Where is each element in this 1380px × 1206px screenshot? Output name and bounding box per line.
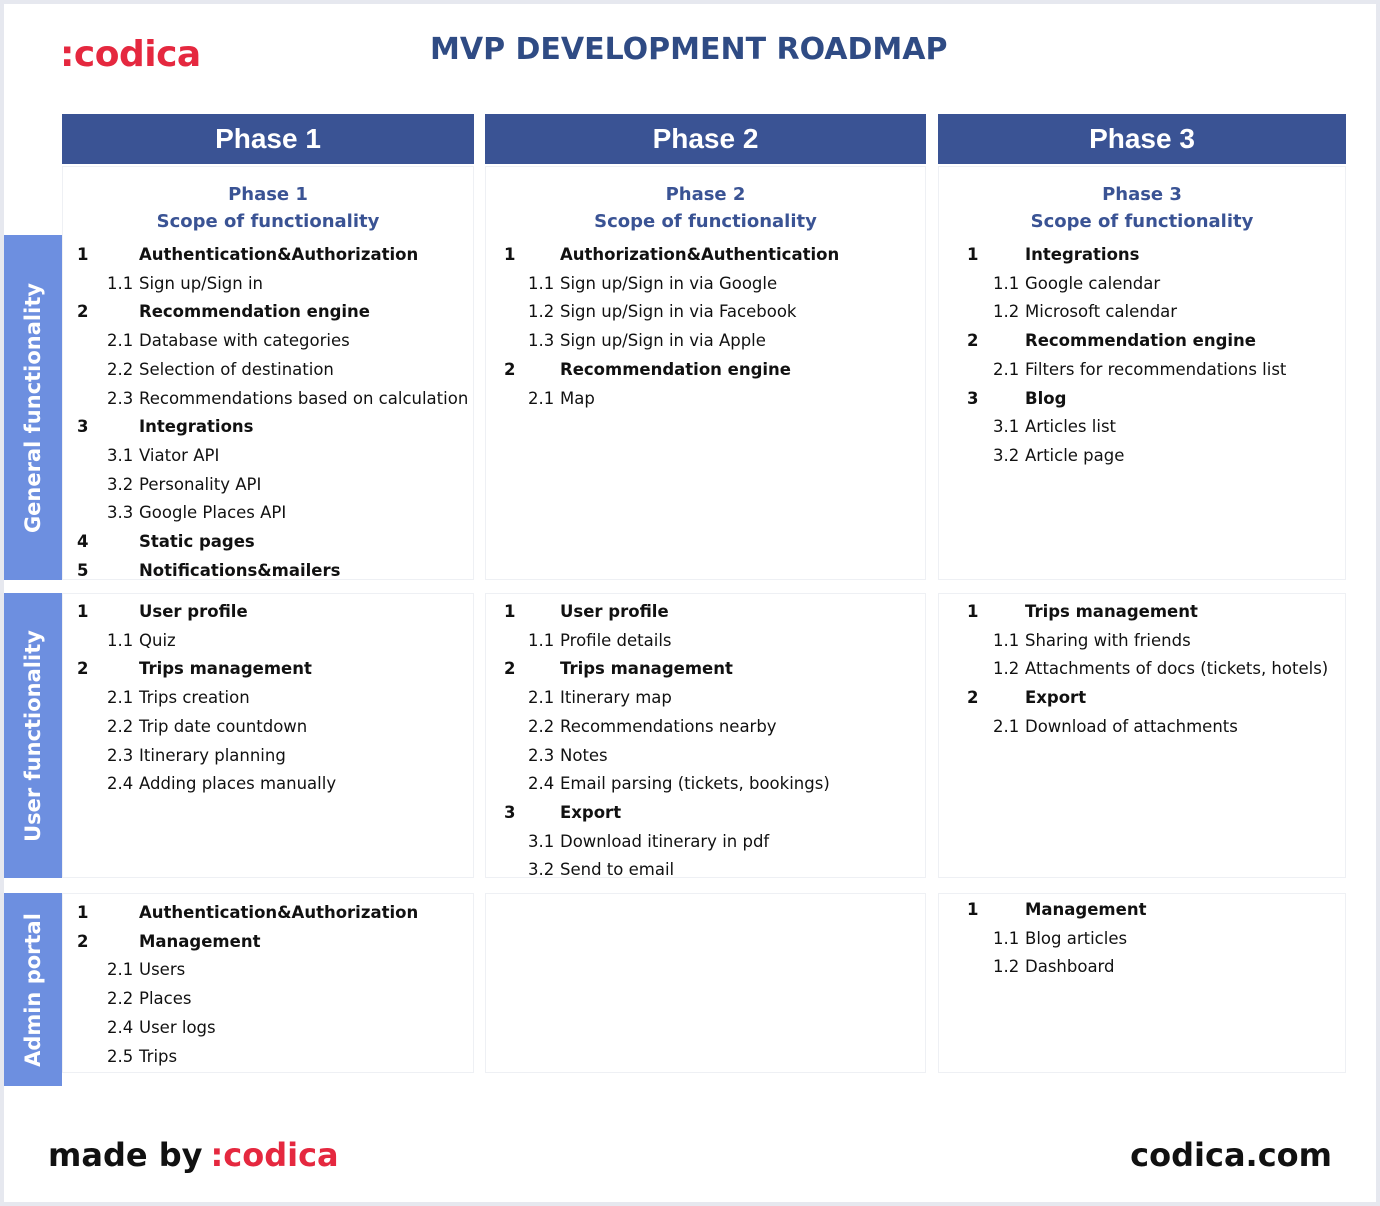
cell-general-phase-1 bbox=[62, 166, 474, 580]
item-label: Recommendation engine bbox=[1025, 331, 1256, 351]
item-number: 2.1 bbox=[107, 331, 134, 351]
scope-phase: Phase 2 bbox=[665, 184, 746, 205]
item-label: Viator API bbox=[139, 445, 220, 465]
item-number: 3 bbox=[504, 802, 516, 822]
item-number: 1.1 bbox=[993, 928, 1020, 948]
item-number: 1 bbox=[504, 245, 516, 264]
item-label: Email parsing (tickets, bookings) bbox=[560, 774, 830, 794]
item-label: Places bbox=[139, 989, 192, 1009]
item-label: Quiz bbox=[139, 630, 176, 650]
item-number: 2 bbox=[504, 659, 516, 679]
item-number: 2.2 bbox=[107, 989, 134, 1009]
item-label: Recommendations based on calculation bbox=[139, 388, 469, 408]
item-number: 3 bbox=[967, 388, 979, 408]
cell-user-phase-3 bbox=[938, 593, 1346, 878]
scope-heading bbox=[486, 181, 925, 235]
scope-subtitle: Scope of functionality bbox=[594, 211, 817, 232]
item-number: 3.1 bbox=[528, 831, 555, 851]
made-by-text: made by bbox=[48, 1136, 203, 1174]
item-label: User profile bbox=[560, 602, 669, 621]
item-number: 1.1 bbox=[993, 630, 1020, 650]
item-number: 1 bbox=[77, 245, 89, 264]
item-number: 2.5 bbox=[107, 1046, 134, 1066]
item-label: Filters for recommendations list bbox=[1025, 359, 1287, 379]
item-number: 2 bbox=[967, 331, 979, 351]
item-number: 1 bbox=[77, 903, 89, 922]
item-label: Users bbox=[139, 960, 186, 980]
scope-subtitle: Scope of functionality bbox=[156, 211, 380, 232]
item-label: Profile details bbox=[560, 630, 672, 650]
scope-heading bbox=[63, 181, 473, 235]
item-label: Blog bbox=[1025, 388, 1067, 408]
codica-logo: :codica bbox=[60, 34, 201, 75]
item-number: 2 bbox=[77, 659, 89, 679]
cell-general-phase-2 bbox=[485, 166, 926, 580]
item-number: 1.3 bbox=[528, 331, 555, 351]
item-number: 3.1 bbox=[993, 417, 1020, 437]
scope-subtitle: Scope of functionality bbox=[1030, 211, 1254, 232]
item-label: Authentication&Authorization bbox=[139, 245, 419, 264]
item-label: Sign up/Sign in via Apple bbox=[560, 331, 766, 351]
item-number: 1.2 bbox=[993, 659, 1020, 679]
phase-2-header: Phase 2 bbox=[485, 114, 926, 164]
item-number: 3 bbox=[77, 417, 89, 437]
phase-3-header: Phase 3 bbox=[938, 114, 1346, 164]
item-label: Google calendar bbox=[1025, 273, 1161, 293]
item-number: 2.4 bbox=[107, 774, 134, 794]
item-number: 3.3 bbox=[107, 503, 134, 523]
item-number: 1.2 bbox=[993, 302, 1020, 322]
item-label: Send to email bbox=[560, 860, 675, 878]
section-label: Admin portal bbox=[21, 912, 46, 1067]
item-number: 1.2 bbox=[528, 302, 555, 322]
item-label: Articles list bbox=[1025, 417, 1117, 437]
item-number: 1.1 bbox=[107, 630, 134, 650]
item-label: Management bbox=[1025, 900, 1147, 919]
cell-general-phase-3 bbox=[938, 166, 1346, 580]
item-label: Dashboard bbox=[1025, 957, 1115, 977]
item-label: Export bbox=[560, 802, 622, 822]
item-label: Trips management bbox=[560, 659, 733, 679]
item-number: 5 bbox=[77, 560, 89, 580]
item-label: Blog articles bbox=[1025, 928, 1128, 948]
item-number: 4 bbox=[77, 532, 89, 551]
item-number: 1 bbox=[967, 602, 979, 621]
item-label: Article page bbox=[1025, 445, 1125, 465]
footer-url[interactable]: codica.com bbox=[1130, 1136, 1332, 1174]
item-label: Export bbox=[1025, 688, 1087, 708]
item-label: Sign up/Sign in bbox=[139, 273, 263, 293]
item-number: 2.3 bbox=[528, 745, 555, 765]
phase-1-header: Phase 1 bbox=[62, 114, 474, 164]
item-number: 1.1 bbox=[528, 630, 555, 650]
item-label: Trips management bbox=[139, 659, 312, 679]
item-label: Recommendation engine bbox=[139, 302, 370, 322]
cell-admin-phase-2 bbox=[485, 893, 926, 1073]
item-label: Static pages bbox=[139, 532, 255, 551]
item-number: 2 bbox=[77, 931, 89, 951]
item-label: Google Places API bbox=[139, 503, 287, 523]
item-label: Trips management bbox=[1025, 602, 1198, 621]
item-number: 1 bbox=[77, 602, 89, 621]
item-number: 3.2 bbox=[528, 860, 555, 878]
item-label: Personality API bbox=[139, 474, 262, 494]
item-number: 1 bbox=[967, 900, 979, 919]
item-label: Recommendation engine bbox=[560, 359, 791, 379]
item-number: 2.1 bbox=[107, 960, 134, 980]
item-number: 1 bbox=[967, 245, 979, 264]
cell-admin-phase-1 bbox=[62, 893, 474, 1073]
item-label: Itinerary planning bbox=[139, 745, 286, 765]
item-label: Map bbox=[560, 388, 595, 408]
footer-made-by bbox=[48, 1136, 339, 1174]
scope-phase: Phase 1 bbox=[228, 184, 308, 205]
item-number: 2 bbox=[967, 688, 979, 708]
item-number: 3.2 bbox=[107, 474, 134, 494]
item-number: 2.3 bbox=[107, 388, 134, 408]
item-number: 2.1 bbox=[528, 388, 555, 408]
item-label: Integrations bbox=[1025, 245, 1140, 264]
section-label: User functionality bbox=[21, 629, 46, 842]
item-number: 2.1 bbox=[993, 716, 1020, 736]
item-number: 2.1 bbox=[528, 688, 555, 708]
item-label: Notes bbox=[560, 745, 608, 765]
section-general-functionality bbox=[4, 235, 62, 580]
item-number: 1 bbox=[504, 602, 516, 621]
item-label: Adding places manually bbox=[139, 774, 337, 794]
page-title: MVP DEVELOPMENT ROADMAP bbox=[430, 32, 948, 67]
footer-codica-logo: :codica bbox=[210, 1136, 339, 1174]
cell-user-phase-1 bbox=[62, 593, 474, 878]
item-number: 1.1 bbox=[107, 273, 134, 293]
section-label: General functionality bbox=[21, 282, 46, 533]
item-label: Download of attachments bbox=[1025, 716, 1238, 736]
item-label: Authentication&Authorization bbox=[139, 903, 419, 922]
item-label: User logs bbox=[139, 1017, 216, 1037]
item-label: Notifications&mailers bbox=[139, 560, 341, 580]
item-label: Trip date countdown bbox=[139, 716, 308, 736]
item-number: 2.1 bbox=[107, 688, 134, 708]
scope-phase: Phase 3 bbox=[1102, 184, 1182, 205]
item-label: Authorization&Authentication bbox=[560, 245, 840, 264]
item-label: Sharing with friends bbox=[1025, 630, 1191, 650]
item-number: 3.2 bbox=[993, 445, 1020, 465]
item-number: 2.4 bbox=[107, 1017, 134, 1037]
item-label: Microsoft calendar bbox=[1025, 302, 1178, 322]
cell-user-phase-2 bbox=[485, 593, 926, 878]
item-number: 2.2 bbox=[107, 716, 134, 736]
item-number: 2 bbox=[77, 302, 89, 322]
item-label: Trips creation bbox=[139, 688, 250, 708]
item-label: Download itinerary in pdf bbox=[560, 831, 770, 851]
item-number: 2.1 bbox=[993, 359, 1020, 379]
section-admin-portal bbox=[4, 893, 62, 1086]
item-label: Sign up/Sign in via Facebook bbox=[560, 302, 797, 322]
cell-admin-phase-3 bbox=[938, 893, 1346, 1073]
scope-heading bbox=[939, 181, 1345, 235]
item-number: 2 bbox=[504, 359, 516, 379]
item-number: 2.2 bbox=[107, 359, 134, 379]
item-number: 2.4 bbox=[528, 774, 555, 794]
item-label: Recommendations nearby bbox=[560, 716, 777, 736]
item-label: Database with categories bbox=[139, 331, 350, 351]
item-number: 2.3 bbox=[107, 745, 134, 765]
item-label: Integrations bbox=[139, 417, 254, 437]
item-label: Itinerary map bbox=[560, 688, 672, 708]
item-label: Selection of destination bbox=[139, 359, 334, 379]
item-label: Management bbox=[139, 931, 261, 951]
item-label: Sign up/Sign in via Google bbox=[560, 273, 778, 293]
item-label: Attachments of docs (tickets, hotels) bbox=[1025, 659, 1329, 679]
item-number: 1.1 bbox=[528, 273, 555, 293]
item-label: Trips bbox=[139, 1046, 178, 1066]
item-number: 1.1 bbox=[993, 273, 1020, 293]
item-number: 1.2 bbox=[993, 957, 1020, 977]
section-user-functionality bbox=[4, 593, 62, 878]
item-number: 2.2 bbox=[528, 716, 555, 736]
item-number: 3.1 bbox=[107, 445, 134, 465]
item-label: User profile bbox=[139, 602, 248, 621]
